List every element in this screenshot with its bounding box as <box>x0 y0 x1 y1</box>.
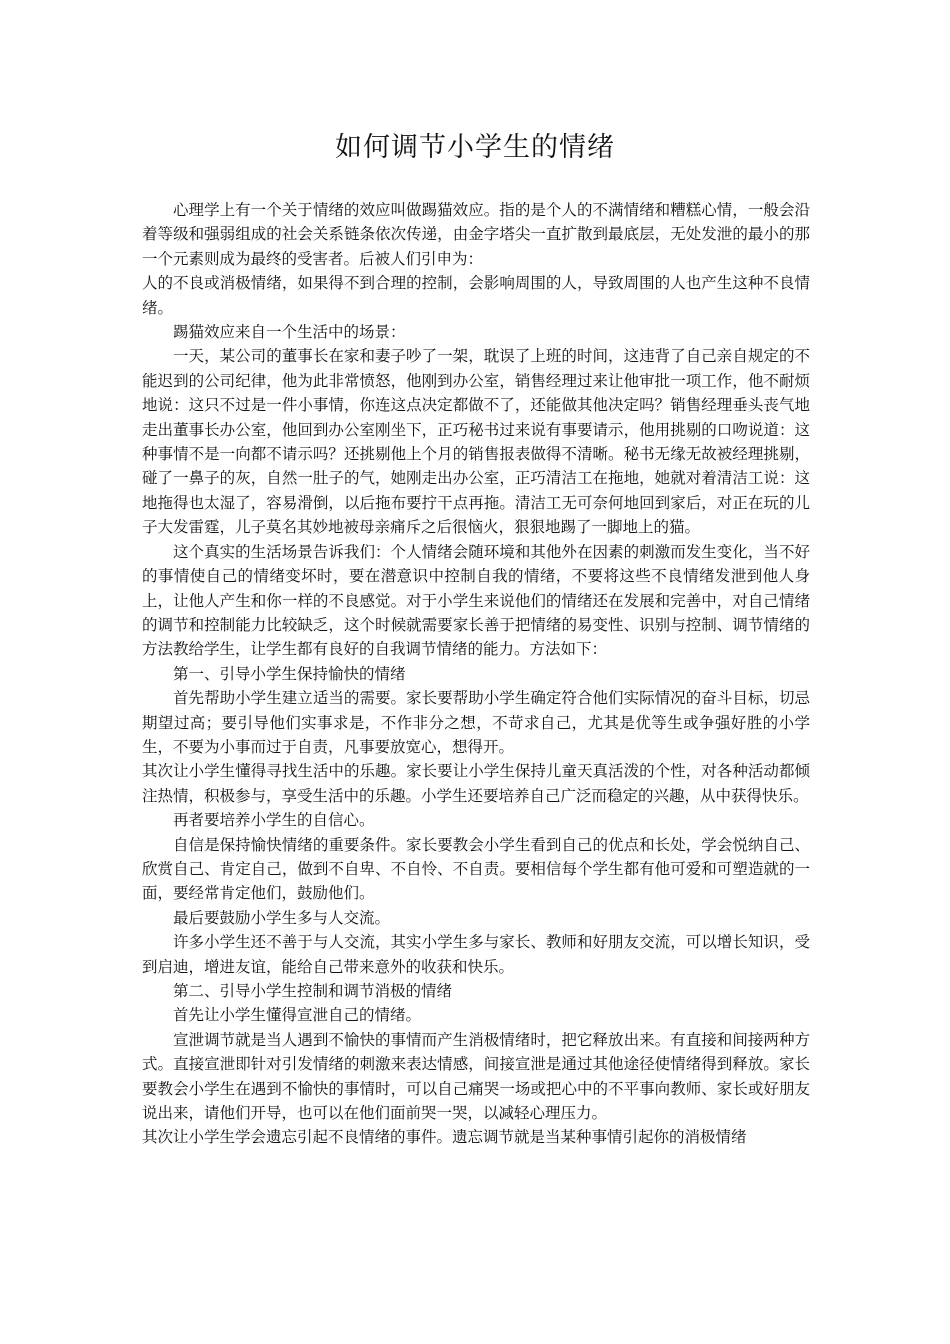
paragraph: 这个真实的生活场景告诉我们：个人情绪会随环境和其他外在因素的刺激而发生变化，当不好的事情使自己的情绪变坏时，要在潜意识中控制自我的情绪，不要将这些不良情绪发泄到他人身上，让他人产生和你一样的不良感觉。对于小学生来说他们的情绪还在发展和完善中，对自己情绪的调节和控制能力比较缺乏，这个时候就需要家长善于把情绪的易变性、识别与控制、调节情绪的方法教给学生，让学生都有良好的自我调节情绪的能力。方法如下： <box>142 542 810 659</box>
paragraph: 再者要培养小学生的自信心。 <box>173 811 375 830</box>
section-heading: 第一、引导小学生保持愉快的情绪 <box>173 664 406 683</box>
document-title: 如何调节小学生的情绪 <box>335 132 615 163</box>
paragraph: 其次让小学生懂得寻找生活中的乐趣。家长要让小学生保持儿童天真活泼的个性，对各种活动都倾注热情，积极参与，享受生活中的乐趣。小学生还要培养自己广泛而稳定的兴趣，从中获得快乐。 <box>142 762 810 805</box>
paragraph: 宣泄调节就是当人遇到不愉快的事情而产生消极情绪时，把它释放出来。有直接和间接两种方式。直接宣泄即针对引发情绪的刺激来表达情感，间接宣泄是通过其他途径使情绪得到释放。家长要教会小学生在遇到不愉快的事情时，可以自己痛哭一场或把心中的不平事向教师、家长或好朋友说出来，请他们开导，也可以在他们面前哭一哭，以减轻心理压力。 <box>142 1030 810 1123</box>
paragraph: 自信是保持愉快情绪的重要条件。家长要教会小学生看到自己的优点和长处，学会悦纳自己、欣赏自己、肯定自己，做到不自卑、不自怜、不自责。要相信每个学生都有他可爱和可塑造就的一面，要经常肯定他们，鼓励他们。 <box>142 835 810 903</box>
paragraph: 一天，某公司的董事长在家和妻子吵了一架，耽误了上班的时间，这违背了自己亲自规定的不能迟到的公司纪律，他为此非常愤怒，他刚到办公室，销售经理过来让他审批一项工作，他不耐烦地说：这只不过是一件小事情，你连这点决定都做不了，还能做其他决定吗？销售经理垂头丧气地走出董事长办公室，他回到办公室刚坐下，正巧秘书过来说有事要请示，他用挑剔的口吻说道：这种事情不是一向都不请示吗？还挑剔他上个月的销售报表做得不清晰。秘书无缘无故被经理挑剔，碰了一鼻子的灰，自然一肚子的气，她刚走出办公室，正巧清洁工在拖地，她就对着清洁工说：这地拖得也太湿了，容易滑倒，以后拖布要拧干点再拖。清洁工无可奈何地回到家后，对正在玩的儿子大发雷霆，儿子莫名其妙地被母亲痛斥之后很恼火，狠狠地踢了一脚地上的猫。 <box>142 347 810 537</box>
paragraph: 心理学上有一个关于情绪的效应叫做踢猫效应。指的是个人的不满情绪和糟糕心情，一般会沿着等级和强弱组成的社会关系链条依次传递，由金字塔尖一直扩散到最底层，无处发泄的最小的那一个元素则成为最终的受害者。后被人们引申为： <box>142 201 810 268</box>
paragraph: 其次让小学生学会遗忘引起不良情绪的事件。遗忘调节就是当某种事情引起你的消极情绪 <box>142 1128 747 1147</box>
paragraph: 许多小学生还不善于与人交流，其实小学生多与家长、教师和好朋友交流，可以增长知识，受到启迪，增进友谊，能给自己带来意外的收获和快乐。 <box>142 933 810 976</box>
paragraph: 最后要鼓励小学生多与人交流。 <box>173 908 391 927</box>
paragraph: 踢猫效应来自一个生活中的场景： <box>173 323 406 342</box>
section-heading: 第二、引导小学生控制和调节消极的情绪 <box>173 982 453 1000</box>
paragraph: 首先帮助小学生建立适当的需要。家长要帮助小学生确定符合他们实际情况的奋斗目标，切忌期望过高；要引导他们实事求是，不作非分之想，不苛求自己，尤其是优等生或争强好胜的小学生，不要为小事而过于自责，凡事要放宽心，想得开。 <box>142 689 810 756</box>
paragraph: 人的不良或消极情绪，如果得不到合理的控制，会影响周围的人，导致周围的人也产生这种不良情绪。 <box>142 274 810 317</box>
document-body <box>142 198 810 1150</box>
paragraph: 首先让小学生懂得宣泄自己的情绪。 <box>173 1006 422 1025</box>
